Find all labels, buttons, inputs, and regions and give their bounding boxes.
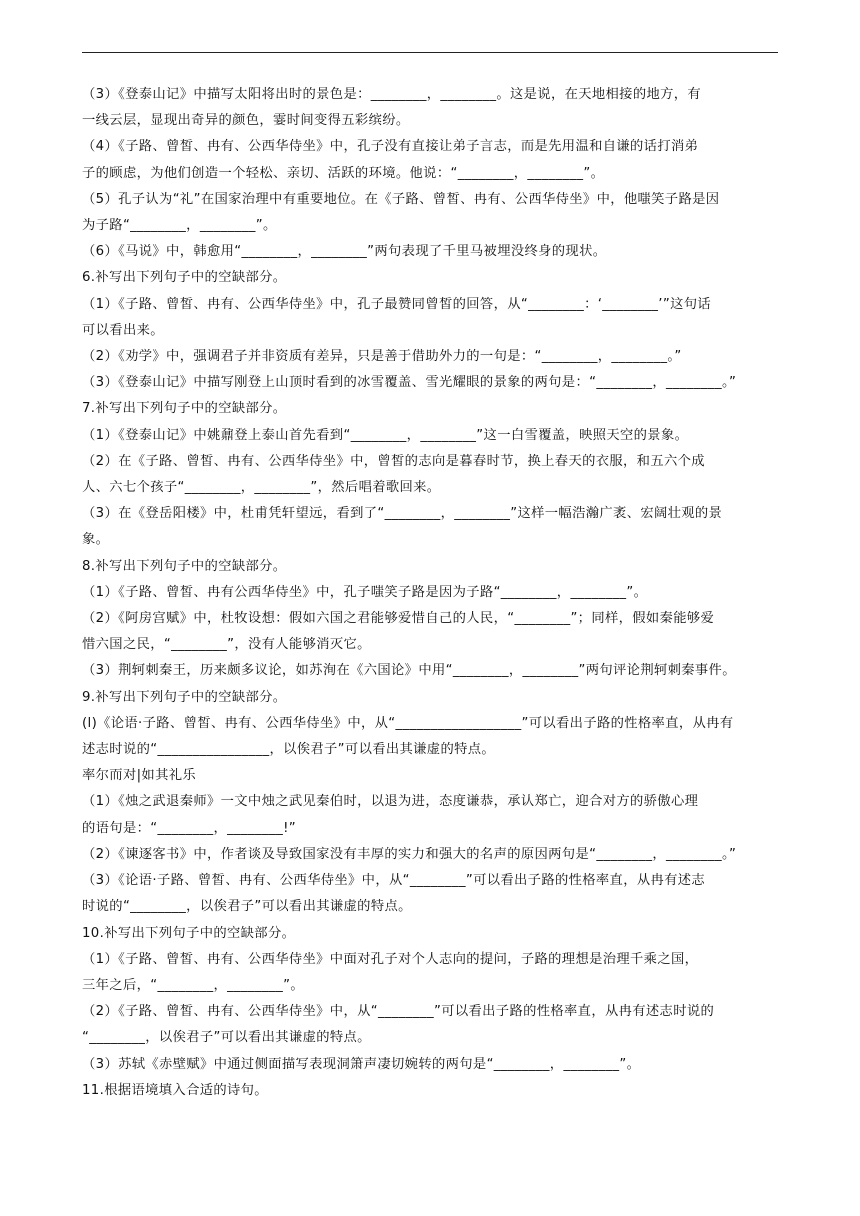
text-line: （1）《子路、曾皙、冉有、公西华侍坐》中面对孔子对个人志向的提问，子路的理想是治理千乘之国， [82,951,699,967]
text-line: （1）《烛之武退秦师》一文中烛之武见秦伯时，以退为进，态度谦恭，承认郑亡，迎合对方的骄傲心理 [82,794,699,810]
text-line: （1）《子路、曾皙、冉有公西华侍坐》中，孔子嗤笑子路是因为子路“________，________”。 [82,584,648,600]
text-line: （5）孔子认为“礼”在国家治理中有重要地位。在《子路、曾皙、冉有、公西华侍坐》中，他嗤笑子路是因 [82,191,720,207]
text-line: 子的顾虑，为他们创造一个轻松、亲切、活跃的环境。他说：“________，________”。 [82,165,605,181]
text-line: （1）《登泰山记》中姚鼐登上泰山首先看到“________，________”这一白雪覆盖，映照天空的景象。 [82,427,689,443]
answer-line: 率尔而对|如其礼乐 [82,768,197,784]
text-line: （2）《劝学》中，强调君子并非资质有差异，只是善于借助外力的一句是：“________，________。” [82,349,682,365]
text-line: 为子路“________，________”。 [82,218,277,234]
text-line: 三年之后，“________，________”。 [82,977,304,993]
text-line: （2）《谏逐客书》中，作者谈及导致国家没有丰厚的实力和强大的名声的原因两句是“________，________。” [82,846,737,862]
text-line: 可以看出来。 [82,322,164,338]
question-heading: 9.补写出下列句子中的空缺部分。 [82,689,287,705]
text-line: 的语句是：“________，________!” [82,820,297,836]
text-line: （2）《阿房宫赋》中，杜牧设想：假如六国之君能够爱惜自己的人民，“________”；同样，假如秦能够爱 [82,611,715,627]
text-line: （3）苏轼《赤壁赋》中通过侧面描写表现洞箫声凄切婉转的两句是“________，________”。 [82,1056,641,1072]
text-line: 述志时说的“________________，以俟君子”可以看出其谦虚的特点。 [82,742,496,758]
header-rule [82,52,778,53]
text-line: 一线云层，显现出奇异的颜色，霎时间变得五彩缤纷。 [82,113,410,129]
text-line: （3）《论语·子路、曾皙、冉有、公西华侍坐》中，从“________”可以看出子路的性格率直，从冉有述志 [82,873,706,889]
text-line: （6）《马说》中，韩愈用“________，________”两句表现了千里马被埋没终身的现状。 [82,244,607,260]
text-line: （3）《登泰山记》中描写太阳将出时的景色是：________，________。这是说，在天地相接的地方，有 [82,87,702,102]
text-line: （2）《子路、曾皙、冉有、公西华侍坐》中，从“________”可以看出子路的性格率直，从冉有述志时说的 [82,1004,715,1020]
question-heading: 11.根据语境填入合适的诗句。 [82,1082,268,1098]
text-line: 时说的“________，以俟君子”可以看出其谦虚的特点。 [82,899,412,915]
question-heading: 7.补写出下列句子中的空缺部分。 [82,401,287,417]
text-line: （3）在《登岳阳楼》中，杜甫凭轩望远，看到了“________，________”这样一幅浩瀚广袤、宏阔壮观的景 [82,506,723,522]
question-heading: 8.补写出下列句子中的空缺部分。 [82,558,287,574]
text-line: （2）在《子路、曾皙、冉有、公西华侍坐》中，曾皙的志向是暮春时节，换上春天的衣服，和五六个成 [82,453,705,469]
text-line: 人、六七个孩子“________，________”，然后唱着歌回来。 [82,480,441,496]
question-heading: 6.补写出下列句子中的空缺部分。 [82,270,287,286]
text-line: 象。 [82,532,110,548]
text-line: 惜六国之民，“________”，没有人能够消灭它。 [82,637,371,653]
text-line: （4）《子路、曾皙、冉有、公西华侍坐》中，孔子没有直接让弟子言志，而是先用温和自谦的话打消弟 [82,139,699,155]
question-heading: 10.补写出下列句子中的空缺部分。 [82,925,296,941]
text-line: “________，以俟君子”可以看出其谦虚的特点。 [82,1030,371,1046]
text-line: （3）《登泰山记》中描写刚登上山顶时看到的冰雪覆盖、雪光耀眼的景象的两句是：“________，________。” [82,375,737,391]
text-line: （1）《子路、曾皙、冉有、公西华侍坐》中，孔子最赞同曾皙的回答，从“________：‘________’”这句话 [82,296,712,312]
document-body [82,82,778,1104]
text-line: (l)《论语·子路、曾皙、冉有、公西华侍坐》中，从“__________________”可以看出子路的性格率直，从冉有 [82,715,734,731]
text-line: （3）荆轲刺秦王，历来颇多议论，如苏洵在《六国论》中用“________，________”两句评论荆轲刺秦事件。 [82,663,736,679]
